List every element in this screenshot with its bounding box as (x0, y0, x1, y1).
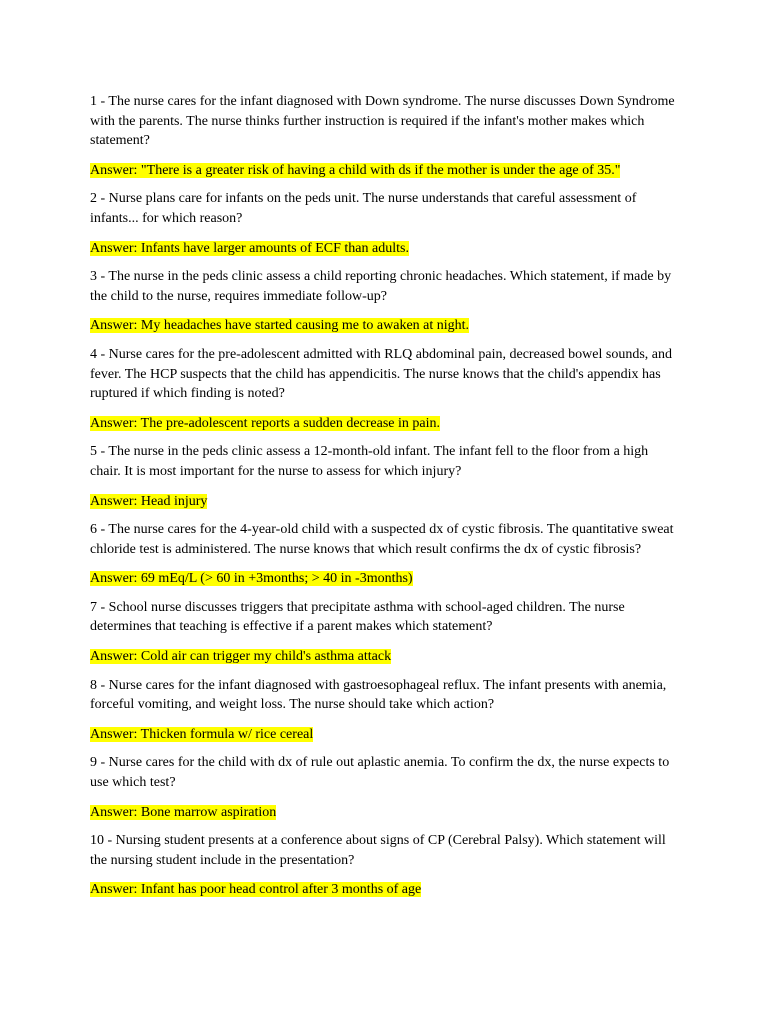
answer-text (90, 725, 680, 745)
answer-highlight: Answer: Cold air can trigger my child's asthma attack (90, 649, 392, 665)
question-text: 2 - Nurse plans care for infants on the peds unit. The nurse understands that careful assessment of infants... for which reason? (90, 191, 637, 226)
question-text: 1 - The nurse cares for the infant diagnosed with Down syndrome. The nurse discusses Down Syndrome with the parents. The nurse thinks further instruction is required if the infant's mother makes which statement? (90, 94, 675, 149)
question-item-9 (90, 753, 680, 822)
answer-text (90, 316, 680, 336)
question-item-2 (90, 189, 680, 258)
question-item-7 (90, 598, 680, 667)
question-item-6 (90, 520, 680, 589)
answer-highlight: Answer: Infants have larger amounts of ECF than adults. (90, 240, 409, 256)
answer-text (90, 492, 680, 512)
answer-text (90, 803, 680, 823)
answer-highlight: Answer: "There is a greater risk of having a child with ds if the mother is under the age of 35." (90, 162, 621, 178)
question-text: 4 - Nurse cares for the pre-adolescent admitted with RLQ abdominal pain, decreased bowel sounds, and fever. The HCP suspects that the child has appendicitis. The nurse knows that the child's appendix has ruptured if which finding is noted? (90, 346, 672, 402)
question-item-5 (90, 442, 680, 511)
question-text: 5 - The nurse in the peds clinic assess a 12-month-old infant. The infant fell to the floor from a high chair. It is most important for the nurse to assess for which injury? (90, 444, 649, 479)
answer-highlight: Answer: Thicken formula w/ rice cereal (90, 726, 314, 742)
answer-highlight: Answer: My headaches have started causing me to awaken at night. (90, 318, 470, 334)
document-body (90, 92, 680, 909)
question-text: 6 - The nurse cares for the 4-year-old child with a suspected dx of cystic fibrosis. The quantitative sweat chloride test is administered. The nurse knows that which result confirms the dx of cystic fibrosis? (90, 522, 674, 557)
answer-highlight: Answer: The pre-adolescent reports a sudden decrease in pain. (90, 415, 440, 431)
question-item-4 (90, 345, 680, 433)
question-text: 8 - Nurse cares for the infant diagnosed with gastroesophageal reflux. The infant presents with anemia, forceful vomiting, and weight loss. The nurse should take which action? (90, 677, 667, 713)
question-item-3 (90, 267, 680, 336)
answer-highlight: Answer: Head injury (90, 493, 208, 509)
question-item-1 (90, 92, 680, 180)
answer-text (90, 569, 680, 589)
answer-text (90, 880, 680, 900)
question-text: 3 - The nurse in the peds clinic assess a child reporting chronic headaches. Which statement, if made by the child to the nurse, requires immediate follow-up? (90, 269, 672, 304)
question-text: 10 - Nursing student presents at a conference about signs of CP (Cerebral Palsy). Which statement will the nursing student include in the presentation? (90, 833, 666, 868)
question-text: 9 - Nurse cares for the child with dx of rule out aplastic anemia. To confirm the dx, the nurse expects to use which test? (90, 755, 670, 791)
answer-highlight: Answer: Infant has poor head control after 3 months of age (90, 882, 422, 898)
question-text: 7 - School nurse discusses triggers that precipitate asthma with school-aged children. The nurse determines that teaching is effective if a parent makes which statement? (90, 599, 625, 635)
answer-text (90, 161, 680, 181)
question-item-8 (90, 676, 680, 745)
answer-text (90, 239, 680, 259)
answer-highlight: Answer: 69 mEq/L (> 60 in +3months; > 40 in -3months) (90, 571, 413, 587)
answer-text (90, 647, 680, 667)
answer-highlight: Answer: Bone marrow aspiration (90, 804, 277, 820)
question-item-10 (90, 831, 680, 900)
answer-text (90, 414, 680, 434)
